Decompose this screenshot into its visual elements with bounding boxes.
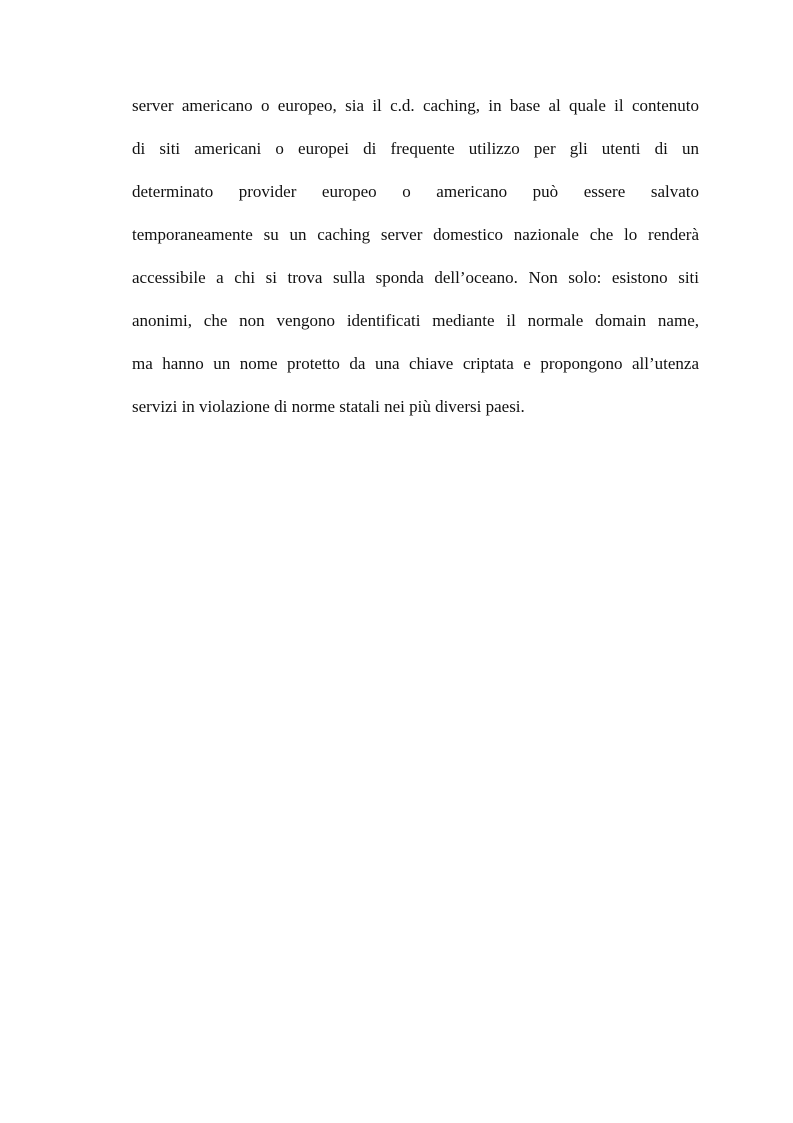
body-paragraph bbox=[132, 91, 699, 435]
paragraph-line: accessibile a chi si trova sulla sponda dell’oceano. Non solo: esistono siti bbox=[132, 268, 699, 287]
paragraph-line: di siti americani o europei di frequente utilizzo per gli utenti di un bbox=[132, 139, 699, 158]
paragraph-line: determinato provider europeo o americano può essere salvato bbox=[132, 182, 699, 201]
paragraph-line: temporaneamente su un caching server domestico nazionale che lo renderà bbox=[132, 225, 699, 244]
paragraph-line: servizi in violazione di norme statali nei più diversi paesi. bbox=[132, 397, 525, 416]
paragraph-line: server americano o europeo, sia il c.d. caching, in base al quale il contenuto bbox=[132, 96, 699, 115]
paragraph-line: ma hanno un nome protetto da una chiave criptata e propongono all’utenza bbox=[132, 354, 699, 373]
paragraph-line: anonimi, che non vengono identificati mediante il normale domain name, bbox=[132, 311, 699, 330]
